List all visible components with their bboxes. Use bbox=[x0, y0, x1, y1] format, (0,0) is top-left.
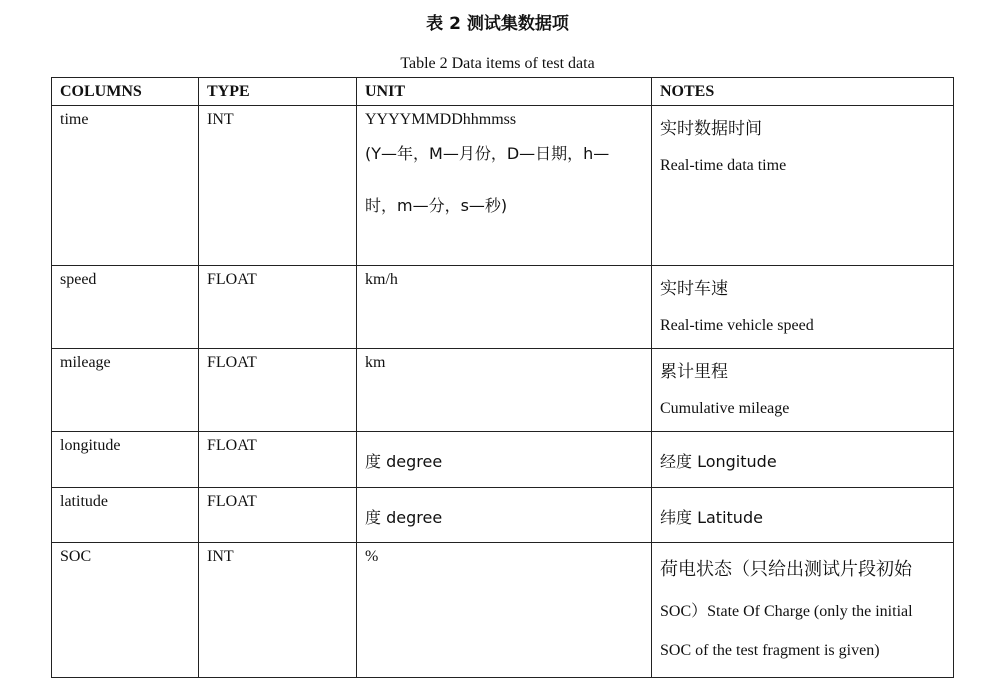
table-caption-english: Table 2 Data items of test data bbox=[400, 55, 595, 72]
cell-type: INT bbox=[199, 106, 357, 266]
cell-type: FLOAT bbox=[199, 266, 357, 349]
cell-column: longitude bbox=[52, 432, 199, 488]
cell-unit bbox=[357, 106, 652, 266]
header-type: TYPE bbox=[199, 78, 357, 106]
cell-notes bbox=[652, 543, 954, 678]
note-english: Real-time vehicle speed bbox=[660, 317, 814, 334]
cell-unit: % bbox=[357, 543, 652, 678]
cell-notes bbox=[652, 106, 954, 266]
cell-notes bbox=[652, 266, 954, 349]
table-header-row bbox=[52, 78, 954, 106]
note-text: 经度 Longitude bbox=[660, 452, 777, 471]
header-unit: UNIT bbox=[357, 78, 652, 106]
unit-value: 度 degree bbox=[365, 508, 443, 527]
table-caption-chinese: 表 2 测试集数据项 bbox=[426, 14, 569, 34]
note-line: 荷电状态（只给出测试片段初始 bbox=[660, 559, 912, 580]
table-row bbox=[52, 543, 954, 678]
header-notes: NOTES bbox=[652, 78, 954, 106]
cell-type: FLOAT bbox=[199, 349, 357, 432]
data-items-table bbox=[51, 77, 954, 678]
cell-column: latitude bbox=[52, 488, 199, 543]
note-chinese: 实时数据时间 bbox=[660, 119, 762, 139]
cell-notes bbox=[652, 349, 954, 432]
note-chinese: 实时车速 bbox=[660, 279, 728, 299]
table-row bbox=[52, 349, 954, 432]
note-english: Cumulative mileage bbox=[660, 400, 790, 417]
cell-column: time bbox=[52, 106, 199, 266]
note-text: 纬度 Latitude bbox=[660, 508, 763, 527]
unit-line: 时，m—分，s—秒) bbox=[365, 196, 508, 215]
cell-notes bbox=[652, 432, 954, 488]
cell-type: FLOAT bbox=[199, 488, 357, 543]
cell-column: SOC bbox=[52, 543, 199, 678]
cell-unit: km/h bbox=[357, 266, 652, 349]
table-row bbox=[52, 432, 954, 488]
note-line: SOC）State Of Charge (only the initial bbox=[660, 603, 913, 620]
cell-type: FLOAT bbox=[199, 432, 357, 488]
note-english: Real-time data time bbox=[660, 157, 787, 174]
unit-line: (Y—年，M—月份，D—日期，h— bbox=[365, 144, 610, 163]
cell-unit bbox=[357, 488, 652, 543]
cell-column: speed bbox=[52, 266, 199, 349]
note-line: SOC of the test fragment is given) bbox=[660, 642, 880, 659]
cell-unit bbox=[357, 432, 652, 488]
note-chinese: 累计里程 bbox=[660, 362, 728, 382]
cell-notes bbox=[652, 488, 954, 543]
header-columns: COLUMNS bbox=[52, 78, 199, 106]
unit-line: YYYYMMDDhhmmss bbox=[365, 111, 517, 128]
table-row bbox=[52, 266, 954, 349]
cell-column: mileage bbox=[52, 349, 199, 432]
unit-value: 度 degree bbox=[365, 452, 443, 471]
table-row bbox=[52, 106, 954, 266]
table-row bbox=[52, 488, 954, 543]
cell-unit: km bbox=[357, 349, 652, 432]
cell-type: INT bbox=[199, 543, 357, 678]
